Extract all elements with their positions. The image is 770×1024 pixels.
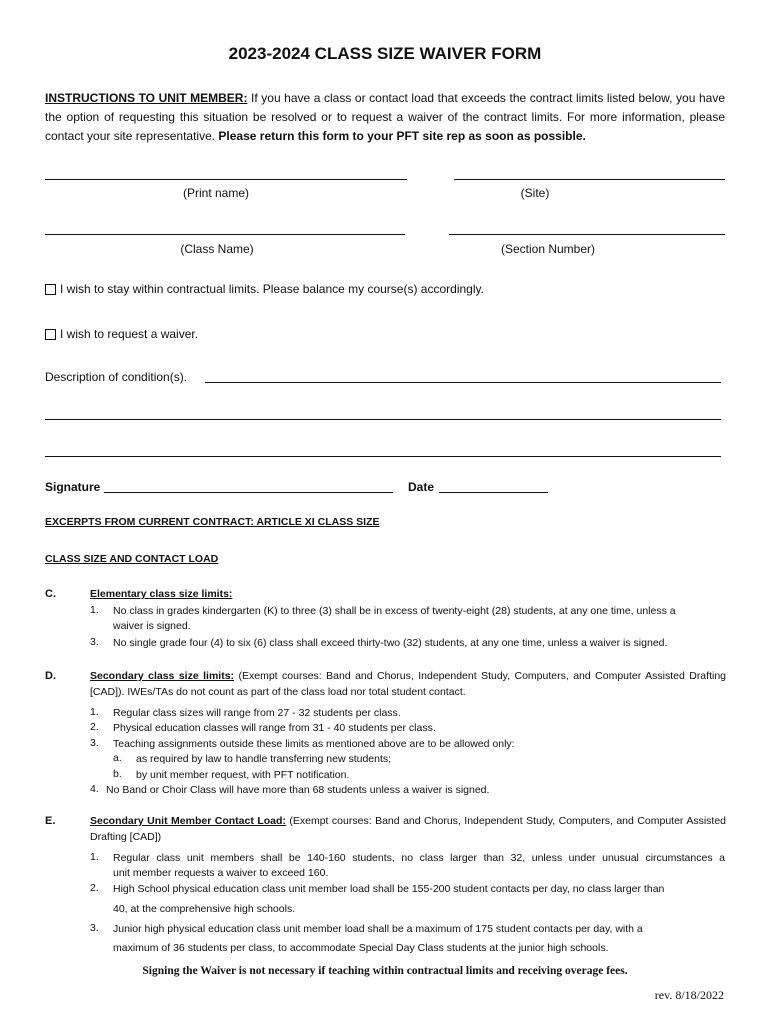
- section-c-item-3: No single grade four (4) to six (6) class shall exceed thirty-two (32) students, at any one time, unless a waiver is signed.: [113, 637, 668, 649]
- section-d-item-1: Regular class sizes will range from 27 - 32 students per class.: [113, 707, 401, 719]
- section-e-item-1-num: 1.: [90, 851, 99, 863]
- description-line-2[interactable]: [45, 419, 721, 420]
- section-d-item-1-num: 1.: [90, 706, 99, 718]
- section-c-title: Elementary class size limits:: [90, 588, 233, 600]
- section-d-item-a-num: a.: [113, 752, 122, 764]
- section-e-item-3-cont: maximum of 36 students per class, to accommodate Special Day Class students at the junior high schools.: [113, 942, 609, 954]
- section-d-item-2-num: 2.: [90, 721, 99, 733]
- section-d-letter: D.: [45, 670, 56, 682]
- stay-within-limits-label: I wish to stay within contractual limits. Please balance my course(s) accordingly.: [60, 282, 484, 296]
- class-size-heading: CLASS SIZE AND CONTACT LOAD: [45, 553, 219, 565]
- description-line-1[interactable]: [205, 382, 721, 383]
- request-waiver-label: I wish to request a waiver.: [60, 327, 199, 341]
- section-c-letter: C.: [45, 588, 56, 600]
- section-e-intro-text: (Exempt courses: Band and Chorus, Independent Study, Computers, and Computer Assisted Drafting [CAD]): [90, 815, 726, 843]
- section-d-item-3-num: 3.: [90, 737, 99, 749]
- section-e-letter: E.: [45, 815, 56, 827]
- signature-label: Signature: [45, 480, 101, 494]
- section-e-item-2-cont: 40, at the comprehensive high schools.: [113, 903, 296, 915]
- signature-line[interactable]: [104, 492, 393, 493]
- class-name-caption: (Class Name): [180, 242, 254, 256]
- request-waiver-checkbox[interactable]: [45, 329, 56, 340]
- section-d-item-b: by unit member request, with PFT notification.: [136, 769, 350, 781]
- description-label: Description of condition(s).: [45, 370, 188, 384]
- section-e-item-2: High School physical education class unit member load shall be 155-200 student contacts per day, no class larger than: [113, 883, 665, 895]
- date-label: Date: [408, 480, 435, 494]
- section-d-title: Secondary class size limits:: [90, 670, 235, 682]
- section-d-intro-text: (Exempt courses: Band and Chorus, Independent Study, Computers, and Computer Assisted Drafting [CAD]). IWEs/TAs do not count as part of the class load nor total student contact.: [90, 670, 726, 698]
- stay-within-limits-checkbox[interactable]: [45, 284, 56, 295]
- site-line[interactable]: [454, 179, 725, 180]
- section-c-item-1-num: 1.: [90, 604, 99, 616]
- footer-note: Signing the Waiver is not necessary if teaching within contractual limits and receiving overage fees.: [142, 965, 628, 977]
- section-e-title: Secondary Unit Member Contact Load:: [90, 815, 286, 827]
- section-c-item-1: No class in grades kindergarten (K) to three (3) shall be in excess of twenty-eight (28) students, at any one time, unless a: [113, 605, 676, 617]
- instructions: [45, 89, 725, 146]
- print-name-line[interactable]: [45, 179, 407, 180]
- section-e-item-1-cont: unit member requests a waiver to exceed 160.: [113, 867, 329, 879]
- section-d-item-a: as required by law to handle transferring new students;: [136, 753, 392, 765]
- instructions-text: If you have a class or contact load that exceeds the contract limits listed below, you have the option of requesting this situation be resolved or to request a waiver of the contract limits. For more information, please contact your site representative.: [45, 91, 725, 143]
- print-name-caption: (Print name): [182, 186, 250, 200]
- instructions-heading: INSTRUCTIONS TO UNIT MEMBER:: [45, 91, 248, 105]
- section-d-item-b-num: b.: [113, 768, 122, 780]
- section-d-item-4-num: 4.: [90, 783, 99, 795]
- section-number-caption: (Section Number): [500, 242, 596, 256]
- section-d-item-3: Teaching assignments outside these limits as mentioned above are to be allowed only:: [113, 738, 515, 750]
- form-title: 2023-2024 CLASS SIZE WAIVER FORM: [228, 44, 542, 63]
- section-d-item-2: Physical education classes will range from 31 - 40 students per class.: [113, 722, 436, 734]
- section-e-item-1: Regular class unit members shall be 140-160 students, no class larger than 32, unless under unusual circumstances a: [113, 852, 725, 864]
- description-line-3[interactable]: [45, 456, 721, 457]
- section-c-item-3-num: 3.: [90, 636, 99, 648]
- instructions-return-note: Please return this form to your PFT site rep as soon as possible.: [218, 129, 586, 143]
- site-caption: (Site): [520, 186, 550, 200]
- section-e-intro: [90, 813, 726, 845]
- section-d-intro: [90, 668, 726, 700]
- revision-date: rev. 8/18/2022: [654, 988, 724, 1002]
- section-number-line[interactable]: [449, 234, 725, 235]
- section-c-item-1-cont: waiver is signed.: [113, 620, 191, 632]
- section-e-item-2-num: 2.: [90, 882, 99, 894]
- date-line[interactable]: [439, 492, 548, 493]
- class-name-line[interactable]: [45, 234, 405, 235]
- section-d-item-4: No Band or Choir Class will have more than 68 students unless a waiver is signed.: [106, 784, 490, 796]
- section-e-item-3-num: 3.: [90, 922, 99, 934]
- section-e-item-3: Junior high physical education class unit member load shall be a maximum of 175 student contacts per day, with a: [113, 923, 643, 935]
- excerpts-heading: EXCERPTS FROM CURRENT CONTRACT: ARTICLE XI CLASS SIZE: [45, 516, 380, 528]
